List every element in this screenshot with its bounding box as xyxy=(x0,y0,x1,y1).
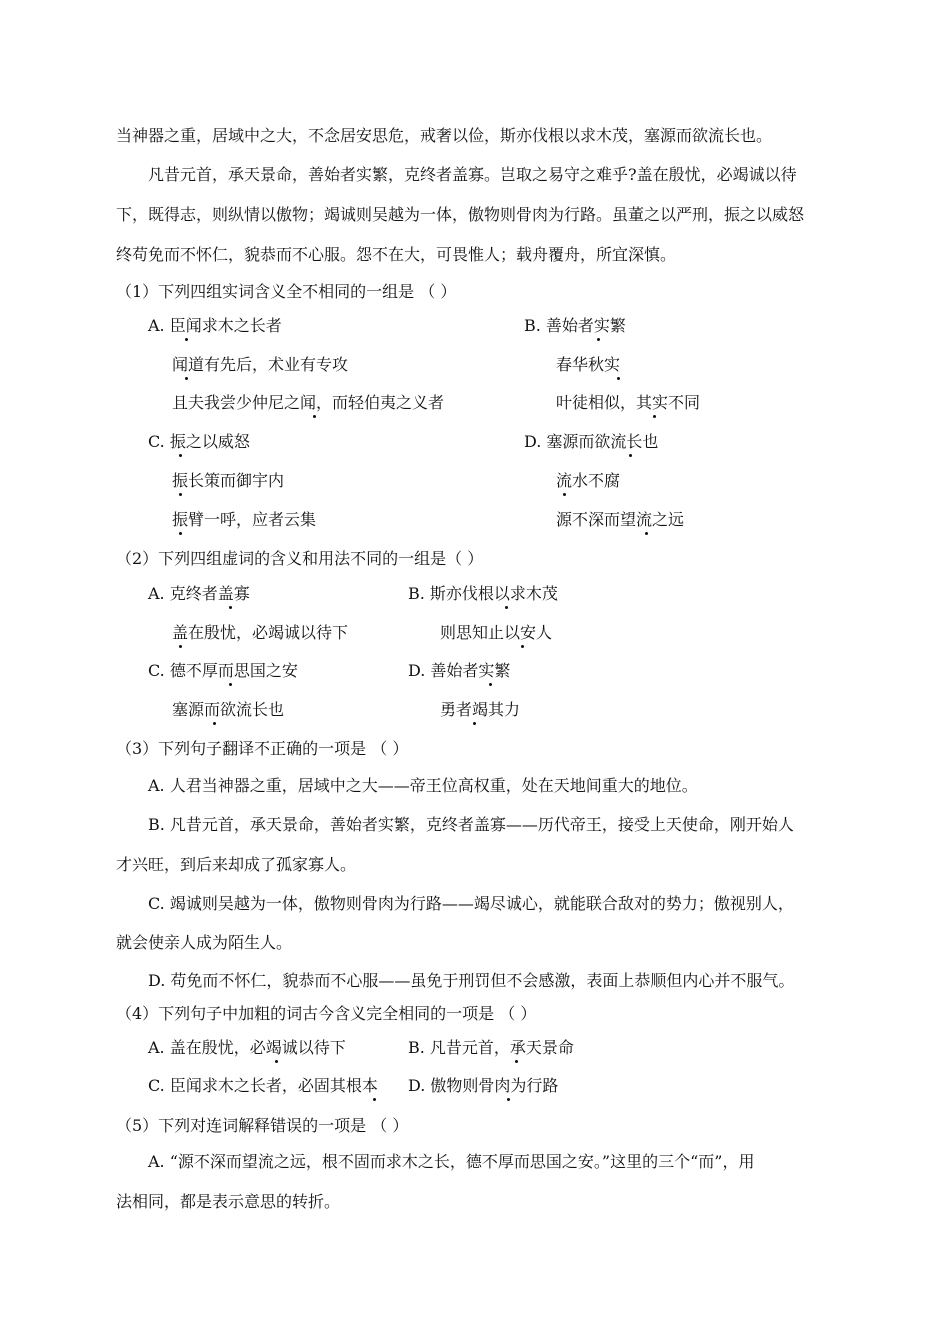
q1-option-c: C. 振之以威怒 xyxy=(148,432,250,451)
q2-option-d: D. 善始者实繁 xyxy=(408,661,511,680)
emphasis-dot xyxy=(275,1060,278,1063)
emphasis-dot xyxy=(229,683,232,686)
emphasis-dot xyxy=(473,722,476,725)
question-3-stem: （3）下列句子翻译不正确的一项是 （ ） xyxy=(116,739,409,758)
emphasis-dot xyxy=(213,722,216,725)
q2-option-b: B. 斯亦伐根以求木茂 xyxy=(408,584,558,603)
q2-option-a-line: 盖在殷忧，必竭诚以待下 xyxy=(172,623,349,642)
emphasis-dot xyxy=(185,377,188,380)
question-4-stem: （4）下列句子中加粗的词古今含义完全相同的一项是 （ ） xyxy=(116,1004,537,1023)
passage-line: 当神器之重，居域中之大，不念居安思危，戒奢以俭，斯亦伐根以求木茂，塞源而欲流长也。 xyxy=(116,126,773,145)
emphasis-dot xyxy=(505,606,508,609)
q2-option-d-line: 勇者竭其力 xyxy=(440,700,521,719)
q1-option-c-line: 振长策而御宇内 xyxy=(172,471,285,490)
q1-option-a-line: 闻道有先后，术业有专攻 xyxy=(172,355,349,374)
q1-option-d-line: 流水不腐 xyxy=(556,471,621,490)
q3-option-b: B. 凡昔元首，承天景命，善始者实繁，克终者盖寡——历代帝王，接受上天使命，刚开始人 xyxy=(148,815,794,834)
emphasis-dot xyxy=(179,532,182,535)
q3-option-c: C. 竭诚则吴越为一体，傲物则骨肉为行路——竭尽诚心，就能联合敌对的势力；傲视别人， xyxy=(148,894,794,913)
q1-option-a: A. 臣闻求木之长者 xyxy=(148,316,282,335)
q5-option-a: A. “源不深而望流之远，根不固而求木之长，德不厚而思国之安。”这里的三个“而”，用 xyxy=(148,1152,755,1171)
emphasis-dot xyxy=(313,415,316,418)
emphasis-dot xyxy=(617,377,620,380)
question-1-stem: （1）下列四组实词含义全不相同的一组是 （ ） xyxy=(116,282,457,301)
q3-option-c-cont: 就会使亲人成为陌生人。 xyxy=(116,933,293,952)
passage-line: 凡昔元首，承天景命，善始者实繁，克终者盖寡。岂取之易守之难乎?盖在殷忧，必竭诚以待 xyxy=(148,165,797,184)
emphasis-dot xyxy=(629,454,632,457)
q1-option-b-line: 春华秋实 xyxy=(556,355,621,374)
emphasis-dot xyxy=(373,1098,376,1101)
emphasis-dot xyxy=(521,645,524,648)
q3-option-a: A. 人君当神器之重，居域中之大——帝王位高权重，处在天地间重大的地位。 xyxy=(148,776,698,795)
question-2-stem: （2）下列四组虚词的含义和用法不同的一组是（ ） xyxy=(116,549,484,568)
emphasis-dot xyxy=(507,1098,510,1101)
q4-option-b: B. 凡昔元首，承天景命 xyxy=(408,1038,574,1057)
passage-line: 下，既得志，则纵情以傲物；竭诚则吴越为一体，傲物则骨肉为行路。虽董之以严刑，振之以威怒 xyxy=(116,205,805,224)
q2-option-c: C. 德不厚而思国之安 xyxy=(148,661,298,680)
q2-option-b-line: 则思知止以安人 xyxy=(440,623,553,642)
q4-option-d: D. 傲物则骨肉为行路 xyxy=(408,1076,559,1095)
q1-option-a-line: 且夫我尝少仲尼之闻，而轻伯夷之义者 xyxy=(172,393,445,412)
emphasis-dot xyxy=(185,338,188,341)
emphasis-dot xyxy=(489,683,492,686)
q2-option-c-line: 塞源而欲流长也 xyxy=(172,700,285,719)
emphasis-dot xyxy=(645,532,648,535)
q1-option-d-line: 源不深而望流之远 xyxy=(556,510,685,529)
emphasis-dot xyxy=(515,1060,518,1063)
emphasis-dot xyxy=(179,493,182,496)
emphasis-dot xyxy=(229,606,232,609)
emphasis-dot xyxy=(179,454,182,457)
q1-option-b-line: 叶徒相似，其实不同 xyxy=(556,393,701,412)
passage-line: 终苟免而不怀仁，貌恭而不心服。怨不在大，可畏惟人；载舟覆舟，所宜深慎。 xyxy=(116,245,677,264)
q4-option-c: C. 臣闻求木之长者，必固其根本 xyxy=(148,1076,378,1095)
emphasis-dot xyxy=(179,645,182,648)
emphasis-dot xyxy=(597,338,600,341)
emphasis-dot xyxy=(653,415,656,418)
q3-option-d: D. 苟免而不怀仁，貌恭而不心服——虽免于刑罚但不会感激，表面上恭顺但内心并不服气。 xyxy=(148,971,795,990)
emphasis-dot xyxy=(563,493,566,496)
q2-option-a: A. 克终者盖寡 xyxy=(148,584,250,603)
q1-option-d: D. 塞源而欲流长也 xyxy=(524,432,659,451)
q3-option-b-cont: 才兴旺，到后来却成了孤家寡人。 xyxy=(116,855,357,874)
q1-option-b: B. 善始者实繁 xyxy=(524,316,626,335)
q5-option-a-cont: 法相同，都是表示意思的转折。 xyxy=(116,1192,341,1211)
question-5-stem: （5）下列对连词解释错误的一项是 （ ） xyxy=(116,1116,409,1135)
q4-option-a: A. 盖在殷忧，必竭诚以待下 xyxy=(148,1038,346,1057)
q1-option-c-line: 振臂一呼，应者云集 xyxy=(172,510,317,529)
